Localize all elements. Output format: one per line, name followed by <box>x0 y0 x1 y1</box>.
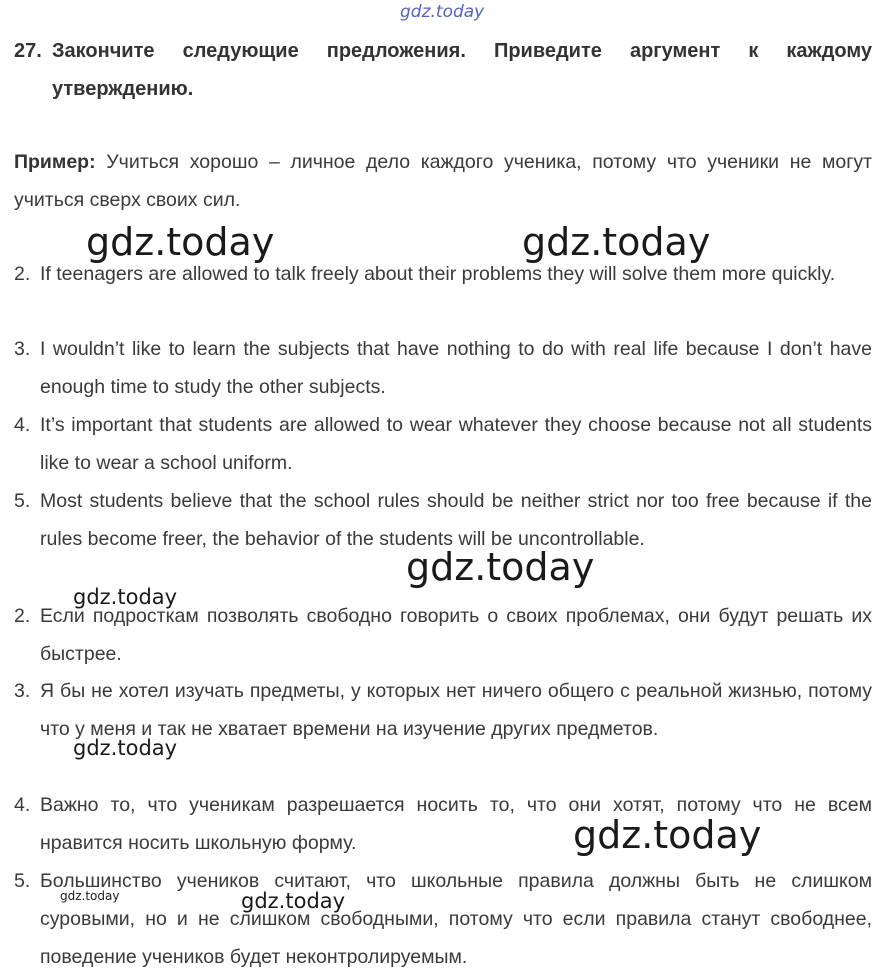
watermark: gdz.today <box>406 545 595 589</box>
item-text: Я бы не хотел изучать предметы, у которых нет ничего общего с реальной жизнью, потому что у меня и так не хватает времени на изучение других предметов. <box>40 680 872 740</box>
watermark: gdz.today <box>522 220 711 264</box>
watermark: gdz.today <box>60 889 120 903</box>
example-text: Учиться хорошо – личное дело каждого ученика, потому что ученики не могут учиться сверх своих сил. <box>14 151 873 211</box>
item-text: It’s important that students are allowed to wear whatever they choose because not all students like to wear a school uniform. <box>40 414 872 474</box>
list-item-ru-2 <box>14 597 872 673</box>
item-number: 2. <box>14 263 31 285</box>
item-text: Большинство учеников считают, что школьные правила должны быть не слишком суровыми, но и не слишком свободными, потому что если правила станут свободнее, поведение учеников будет неконтролируемым. <box>40 870 872 968</box>
watermark: gdz.today <box>73 736 178 760</box>
item-number: 5. <box>14 870 31 892</box>
watermark: gdz.today <box>73 585 178 609</box>
watermark: gdz.today <box>573 813 762 857</box>
list-item-en-2 <box>14 255 872 293</box>
watermark-top: gdz.today <box>400 2 485 22</box>
item-text: Most students believe that the school rules should be neither strict nor too free because if the rules become freer, the behavior of the students will be uncontrollable. <box>40 490 872 550</box>
item-number: 2. <box>14 605 31 627</box>
list-item-ru-5 <box>14 862 872 976</box>
watermark: gdz.today <box>86 220 275 264</box>
item-text: I wouldn’t like to learn the subjects that have nothing to do with real life because I don’t have enough time to study the other subjects. <box>40 338 872 398</box>
item-number: 4. <box>14 794 31 816</box>
item-number: 5. <box>14 490 31 512</box>
item-text: Если подросткам позволять свободно говорить о своих проблемах, они будут решать их быстрее. <box>40 605 872 665</box>
item-number: 3. <box>14 680 31 702</box>
item-number: 3. <box>14 338 31 360</box>
list-item-en-4 <box>14 406 872 482</box>
item-number: 4. <box>14 414 31 436</box>
item-text: If teenagers are allowed to talk freely about their problems they will solve them more quickly. <box>40 263 836 285</box>
task-heading <box>14 32 872 108</box>
task-number: 27. <box>14 40 42 62</box>
example-paragraph <box>14 143 872 219</box>
item-text: Важно то, что ученикам разрешается носить то, что они хотят, потому что не всем нравится носить школьную форму. <box>40 794 872 854</box>
list-item-en-3 <box>14 330 872 406</box>
task-text: Закончите следующие предложения. Приведите аргумент к каждому утверждению. <box>52 40 872 100</box>
watermark: gdz.today <box>241 889 346 913</box>
example-label: Пример: <box>14 151 96 173</box>
